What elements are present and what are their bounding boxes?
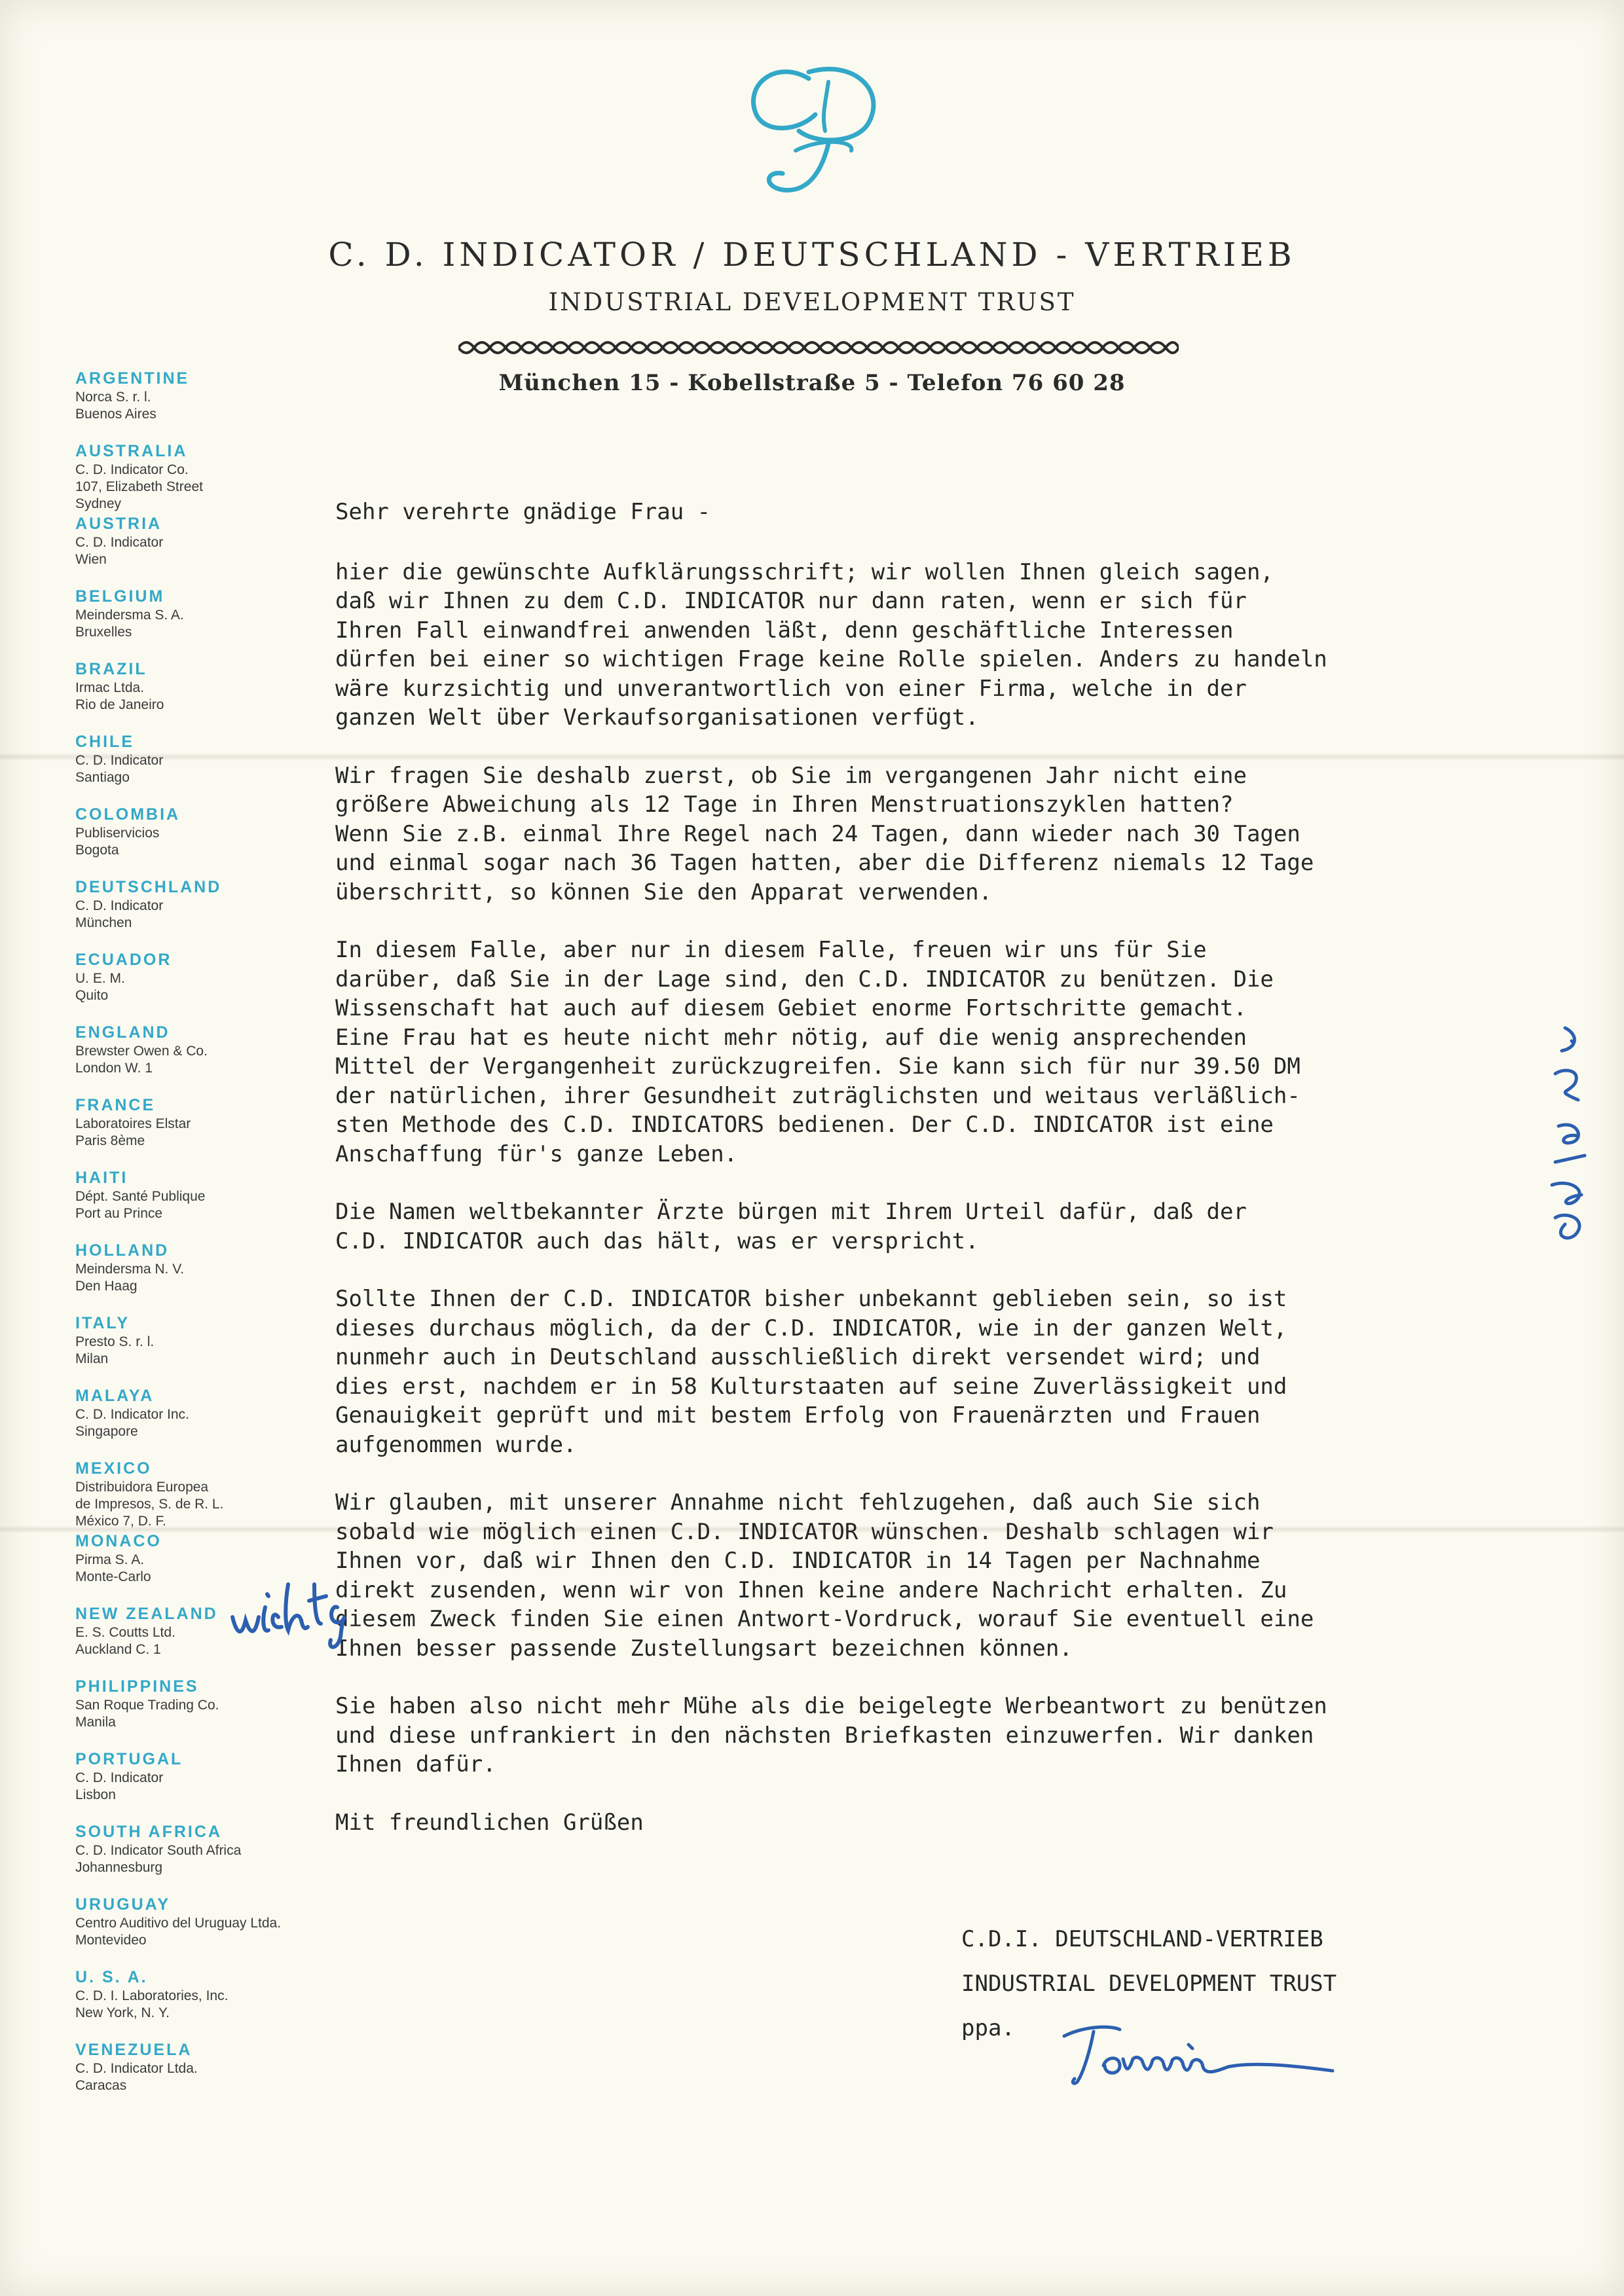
agent-country: NEW ZEALAND (75, 1605, 218, 1623)
letter-line: Sollte Ihnen der C.D. INDICATOR bisher unbekannt geblieben sein, so ist (335, 1286, 1287, 1312)
agent-entry (75, 1313, 350, 1385)
handwritten-note-wichtig (223, 1558, 439, 1656)
letter-line: und einmal sogar nach 36 Tagen hatten, aber die Differenz niemals 12 Tage (335, 850, 1314, 876)
agent-line: Sydney (75, 496, 122, 511)
letter-line: Eine Frau hat es heute nicht mehr nötig, auf die wenig ansprechenden (335, 1024, 1247, 1051)
letter-line: ganzen Welt über Verkaufsorganisationen verfügt. (335, 704, 979, 731)
agent-list (75, 368, 350, 2112)
agent-line: Den Haag (75, 1279, 138, 1294)
agent-line: Norca S. r. l. (75, 390, 151, 405)
agent-line: Manila (75, 1715, 116, 1730)
letter-line: wäre kurzsichtig und unverantwortlich von einer Firma, welche in der (335, 675, 1247, 702)
agent-entry (75, 1967, 350, 2039)
agent-line: Johannesburg (75, 1860, 163, 1875)
letter-line: Ihnen vor, daß wir Ihnen den C.D. INDICATOR in 14 Tagen per Nachnahme (335, 1548, 1261, 1574)
letter-line: daß wir Ihnen zu dem C.D. INDICATOR nur dann raten, wenn er sich für (335, 588, 1247, 614)
letter-paragraph (335, 1692, 1579, 1779)
agent-country: ITALY (75, 1314, 130, 1332)
agent-line: Pirma S. A. (75, 1552, 145, 1567)
letter-line: aufgenommen wurde. (335, 1431, 577, 1458)
letter-paragraph (335, 936, 1579, 1169)
agent-entry (75, 1821, 350, 1894)
letterhead-title: C. D. INDICATOR / DEUTSCHLAND - VERTRIEB (328, 236, 1296, 274)
agent-entry (75, 441, 350, 513)
agent-line: C. D. I. Laboratories, Inc. (75, 1988, 229, 2003)
agent-line: C. D. Indicator (75, 535, 164, 550)
letter-line: Sie haben also nicht mehr Mühe als die beigelegte Werbeantwort zu benützen (335, 1693, 1327, 1719)
agent-line: E. S. Coutts Ltd. (75, 1625, 175, 1640)
agent-entry (75, 513, 350, 586)
agent-line: Singapore (75, 1424, 138, 1439)
letter-line: sten Methode des C.D. INDICATORS bedienen. Der C.D. INDICATOR ist eine (335, 1112, 1274, 1138)
agent-country: AUSTRALIA (75, 442, 188, 460)
agent-line: Distribuidora Europea (75, 1480, 209, 1495)
letter-line: Ihnen dafür. (335, 1751, 496, 1777)
letter-line: und diese unfrankiert in den nächsten Briefkasten einzuwerfen. Wir danken (335, 1722, 1314, 1749)
letter-line: dies erst, nachdem er in 58 Kulturstaaten auf seine Zuverlässigkeit und (335, 1373, 1287, 1400)
letter-line: Ihnen besser passende Zustellungsart bezeichnen können. (335, 1635, 1073, 1662)
agent-country: ARGENTINE (75, 369, 190, 388)
agent-entry (75, 586, 350, 659)
agent-line: C. D. Indicator Inc. (75, 1407, 189, 1422)
agent-line: Laboratoires Elstar (75, 1116, 191, 1131)
agent-line: Brewster Owen & Co. (75, 1044, 208, 1059)
letter-line: diesem Zweck finden Sie einen Antwort-Vordruck, worauf Sie eventuell eine (335, 1606, 1314, 1632)
ornament-divider (458, 336, 1179, 359)
agent-country: HOLLAND (75, 1241, 170, 1260)
letter-line: Wenn Sie z.B. einmal Ihre Regel nach 24 Tagen, dann wieder nach 30 Tagen (335, 820, 1301, 847)
agent-entry (75, 1458, 350, 1531)
salutation: Sehr verehrte gnädige Frau - (335, 499, 711, 525)
letterhead-subtitle: INDUSTRIAL DEVELOPMENT TRUST (548, 288, 1076, 316)
agent-entry (75, 1167, 350, 1240)
letter-line: In diesem Falle, aber nur in diesem Falle, freuen wir uns für Sie (335, 937, 1207, 963)
closing: Mit freundlichen Grüßen (335, 1809, 644, 1836)
agent-entry (75, 1240, 350, 1313)
agent-country: U. S. A. (75, 1968, 148, 1986)
signoff-line: ppa. (961, 2015, 1015, 2041)
agent-country: HAITI (75, 1169, 128, 1187)
agent-line: Port au Prince (75, 1206, 163, 1221)
agent-entry (75, 2039, 350, 2112)
handwritten-signature (1058, 2020, 1339, 2092)
agent-line: Lisbon (75, 1787, 116, 1802)
letter-line: Anschaffung für's ganze Leben. (335, 1140, 738, 1167)
agent-entry (75, 949, 350, 1022)
agent-line: C. D. Indicator Co. (75, 462, 189, 477)
letter-paragraph (335, 1488, 1579, 1663)
agent-line: U. E. M. (75, 971, 125, 986)
agent-country: SOUTH AFRICA (75, 1823, 222, 1841)
agent-line: Monte-Carlo (75, 1569, 151, 1584)
agent-entry (75, 1894, 350, 1967)
agent-line: de Impresos, S. de R. L. (75, 1497, 224, 1512)
letter-line: dieses durchaus möglich, da der C.D. INDICATOR, wie in der ganzen Welt, (335, 1315, 1287, 1341)
agent-country: AUSTRIA (75, 515, 162, 533)
agent-country: PHILIPPINES (75, 1677, 199, 1696)
agent-entry (75, 804, 350, 877)
letter-line: größere Abweichung als 12 Tage in Ihren Menstruationszyklen hatten? (335, 792, 1234, 818)
agent-entry (75, 1749, 350, 1821)
agent-entry (75, 1095, 350, 1167)
agent-country: VENEZUELA (75, 2041, 193, 2059)
agent-line: 107, Elizabeth Street (75, 479, 203, 494)
paragraphs (335, 558, 1579, 1779)
agent-line: München (75, 915, 132, 930)
letterhead-address: München 15 - Kobellstraße 5 - Telefon 76 60 28 (498, 370, 1126, 396)
agent-line: Centro Auditivo del Uruguay Ltda. (75, 1916, 282, 1931)
agent-country: URUGUAY (75, 1895, 171, 1914)
agent-line: México 7, D. F. (75, 1514, 166, 1529)
handwritten-margin-note (1526, 1021, 1598, 1257)
agent-entry (75, 731, 350, 804)
letter-line: C.D. INDICATOR auch das hält, was er verspricht. (335, 1228, 979, 1254)
agent-country: MEXICO (75, 1459, 152, 1478)
letter-line: direkt zusenden, wenn wir von Ihnen keine andere Nachricht erhalten. Zu (335, 1576, 1287, 1603)
agent-line: C. D. Indicator (75, 1770, 164, 1785)
letter-paragraph (335, 1197, 1579, 1256)
agent-line: London W. 1 (75, 1061, 153, 1076)
letter-paragraph (335, 761, 1579, 907)
agent-line: Wien (75, 552, 107, 567)
agent-line: C. D. Indicator Ltda. (75, 2061, 198, 2076)
cdi-monogram-logo (737, 52, 894, 210)
agent-line: San Roque Trading Co. (75, 1698, 219, 1713)
letter-line: dürfen bei einer so wichtigen Frage keine Rolle spielen. Anders zu handeln (335, 646, 1327, 672)
letter-line: Ihren Fall einwandfrei anwenden läßt, denn geschäftliche Interessen (335, 617, 1234, 644)
letter-line: darüber, daß Sie in der Lage sind, den C.D. INDICATOR zu benützen. Die (335, 966, 1274, 993)
letter-line: hier die gewünschte Aufklärungsschrift; wir wollen Ihnen gleich sagen, (335, 558, 1274, 585)
agent-line: Irmac Ltda. (75, 680, 145, 695)
agent-line: Publiservicios (75, 826, 160, 841)
agent-line: C. D. Indicator (75, 753, 164, 768)
agent-line: Milan (75, 1351, 109, 1366)
agent-line: Paris 8ème (75, 1133, 145, 1148)
letter-line: überschritt, so können Sie den Apparat verwenden. (335, 879, 993, 905)
agent-country: ECUADOR (75, 951, 172, 969)
agent-line: New York, N. Y. (75, 2005, 170, 2020)
signoff-line: C.D.I. DEUTSCHLAND-VERTRIEB (961, 1926, 1323, 1952)
agent-line: Meindersma N. V. (75, 1262, 185, 1277)
agent-entry (75, 368, 350, 441)
agent-country: DEUTSCHLAND (75, 878, 222, 896)
agent-country: COLOMBIA (75, 805, 181, 824)
agent-line: Santiago (75, 770, 130, 785)
agent-line: Bogota (75, 843, 119, 858)
letter-paragraph (335, 558, 1579, 733)
agent-line: C. D. Indicator South Africa (75, 1843, 242, 1858)
agent-country: ENGLAND (75, 1023, 170, 1042)
letter-line: sobald wie möglich einen C.D. INDICATOR wünschen. Deshalb schlagen wir (335, 1518, 1274, 1545)
agent-entry (75, 1676, 350, 1749)
letter-line: Genauigkeit geprüft und mit bestem Erfolg von Frauenärzten und Frauen (335, 1402, 1261, 1429)
letter-line: Wissenschaft hat auch auf diesem Gebiet enorme Fortschritte gemacht. (335, 995, 1247, 1021)
agent-line: Buenos Aires (75, 407, 157, 422)
letter-body (335, 498, 1579, 1837)
letter-paragraph (335, 1285, 1579, 1459)
agent-country: BELGIUM (75, 587, 165, 606)
agent-entry (75, 659, 350, 731)
agent-line: Meindersma S. A. (75, 608, 184, 623)
agent-entry (75, 877, 350, 949)
agent-country: MALAYA (75, 1387, 155, 1405)
agent-entry (75, 1022, 350, 1095)
agent-entry (75, 1385, 350, 1458)
agent-line: Caracas (75, 2078, 127, 2093)
agent-line: Presto S. r. l. (75, 1334, 155, 1349)
agent-line: Bruxelles (75, 625, 132, 640)
agent-country: MONACO (75, 1532, 162, 1550)
agent-line: Auckland C. 1 (75, 1642, 161, 1657)
letter-line: der natürlichen, ihrer Gesundheit zuträglichsten und weitaus verläßlich- (335, 1082, 1301, 1109)
signoff-line: INDUSTRIAL DEVELOPMENT TRUST (961, 1971, 1337, 1997)
agent-country: PORTUGAL (75, 1750, 183, 1768)
letter-line: Wir glauben, mit unserer Annahme nicht fehlzugehen, daß auch Sie sich (335, 1489, 1261, 1516)
agent-country: CHILE (75, 733, 134, 751)
letter-line: Mittel der Vergangenheit zurückzugreifen. Sie kann sich für nur 39.50 DM (335, 1053, 1301, 1080)
letter-line: Wir fragen Sie deshalb zuerst, ob Sie im vergangenen Jahr nicht eine (335, 762, 1247, 789)
letter-line: nunmehr auch in Deutschland ausschließlich direkt versendet wird; und (335, 1344, 1261, 1370)
agent-line: C. D. Indicator (75, 898, 164, 913)
agent-line: Quito (75, 988, 109, 1003)
letter-line: Die Namen weltbekannter Ärzte bürgen mit Ihrem Urteil dafür, daß der (335, 1199, 1247, 1225)
agent-country: FRANCE (75, 1096, 156, 1114)
agent-line: Dépt. Santé Publique (75, 1189, 206, 1204)
agent-line: Montevideo (75, 1933, 147, 1948)
agent-line: Rio de Janeiro (75, 697, 164, 712)
agent-country: BRAZIL (75, 660, 147, 678)
